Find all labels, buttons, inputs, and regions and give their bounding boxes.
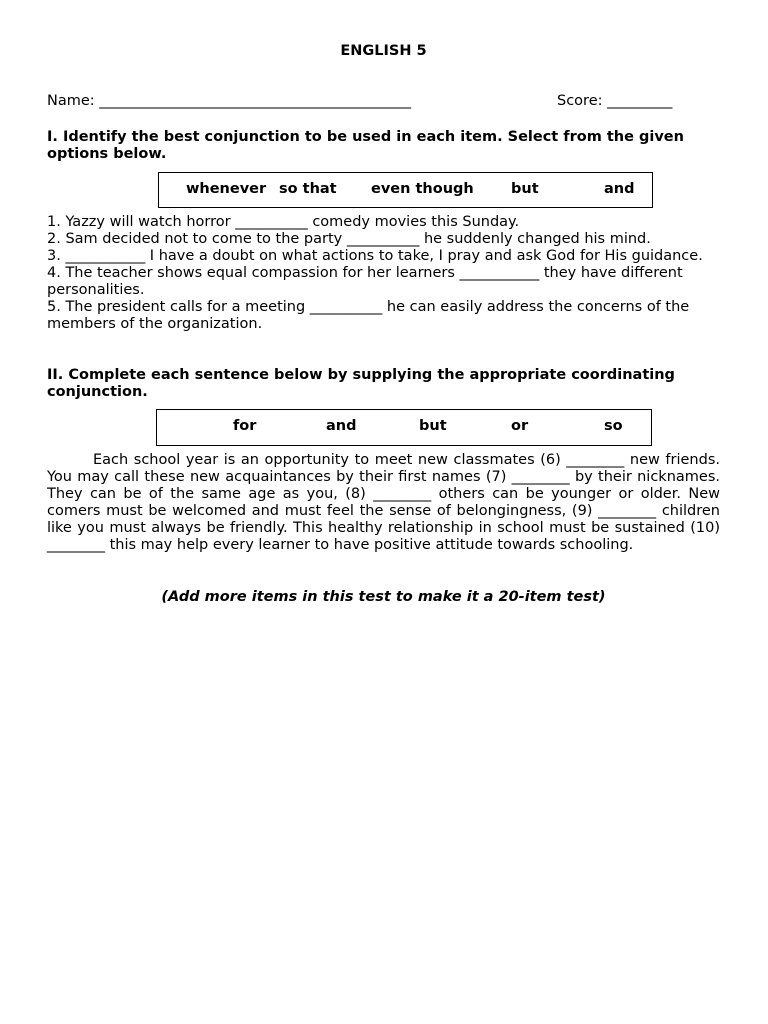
option-word: but <box>419 418 447 434</box>
list-item: 3. ___________ I have a doubt on what actions to take, I pray and ask God for His guidance. <box>47 248 703 264</box>
option-word: and <box>604 181 635 197</box>
part2-instruction: II. Complete each sentence below by supplying the appropriate coordinating conjunction. <box>47 367 675 400</box>
part1-items <box>47 214 720 333</box>
page-title: ENGLISH 5 <box>340 43 427 59</box>
part2-paragraph: Each school year is an opportunity to meet new classmates (6) ________ new friends. You may call these new acquaintances by their first names (7) ________ by their nicknames. They can be of the same age as you, (8) ________ others can be younger or older. New comers must be welcomed and must feel the sense of belongingness, (9) ________ children like you must always be friendly. This healthy relationship in school must be sustained (10) ________ this may help every learner to have positive attitude towards schooling. <box>47 452 720 553</box>
score-field[interactable]: Score: _________ <box>557 93 673 109</box>
option-word: whenever <box>186 181 267 197</box>
list-item: 2. Sam decided not to come to the party __________ he suddenly changed his mind. <box>47 231 651 247</box>
name-field[interactable]: Name: ___________________________________________ <box>47 93 412 109</box>
part1-instruction: I. Identify the best conjunction to be used in each item. Select from the given options below. <box>47 129 684 162</box>
option-word: so that <box>279 181 337 197</box>
info-row <box>47 93 720 110</box>
option-word: for <box>233 418 257 434</box>
option-word: but <box>511 181 539 197</box>
option-word: and <box>326 418 357 434</box>
footer-note: (Add more items in this test to make it a 20-item test) <box>161 589 606 605</box>
option-word: so <box>604 418 623 434</box>
option-word: even though <box>371 181 474 197</box>
part2-options-box <box>156 409 652 446</box>
list-item: 1. Yazzy will watch horror __________ comedy movies this Sunday. <box>47 214 520 230</box>
list-item: 5. The president calls for a meeting __________ he can easily address the concerns of the members of the organization. <box>47 299 690 332</box>
option-word: or <box>511 418 529 434</box>
list-item: 4. The teacher shows equal compassion for her learners ___________ they have different personalities. <box>47 265 683 298</box>
part1-options-box <box>158 172 653 208</box>
